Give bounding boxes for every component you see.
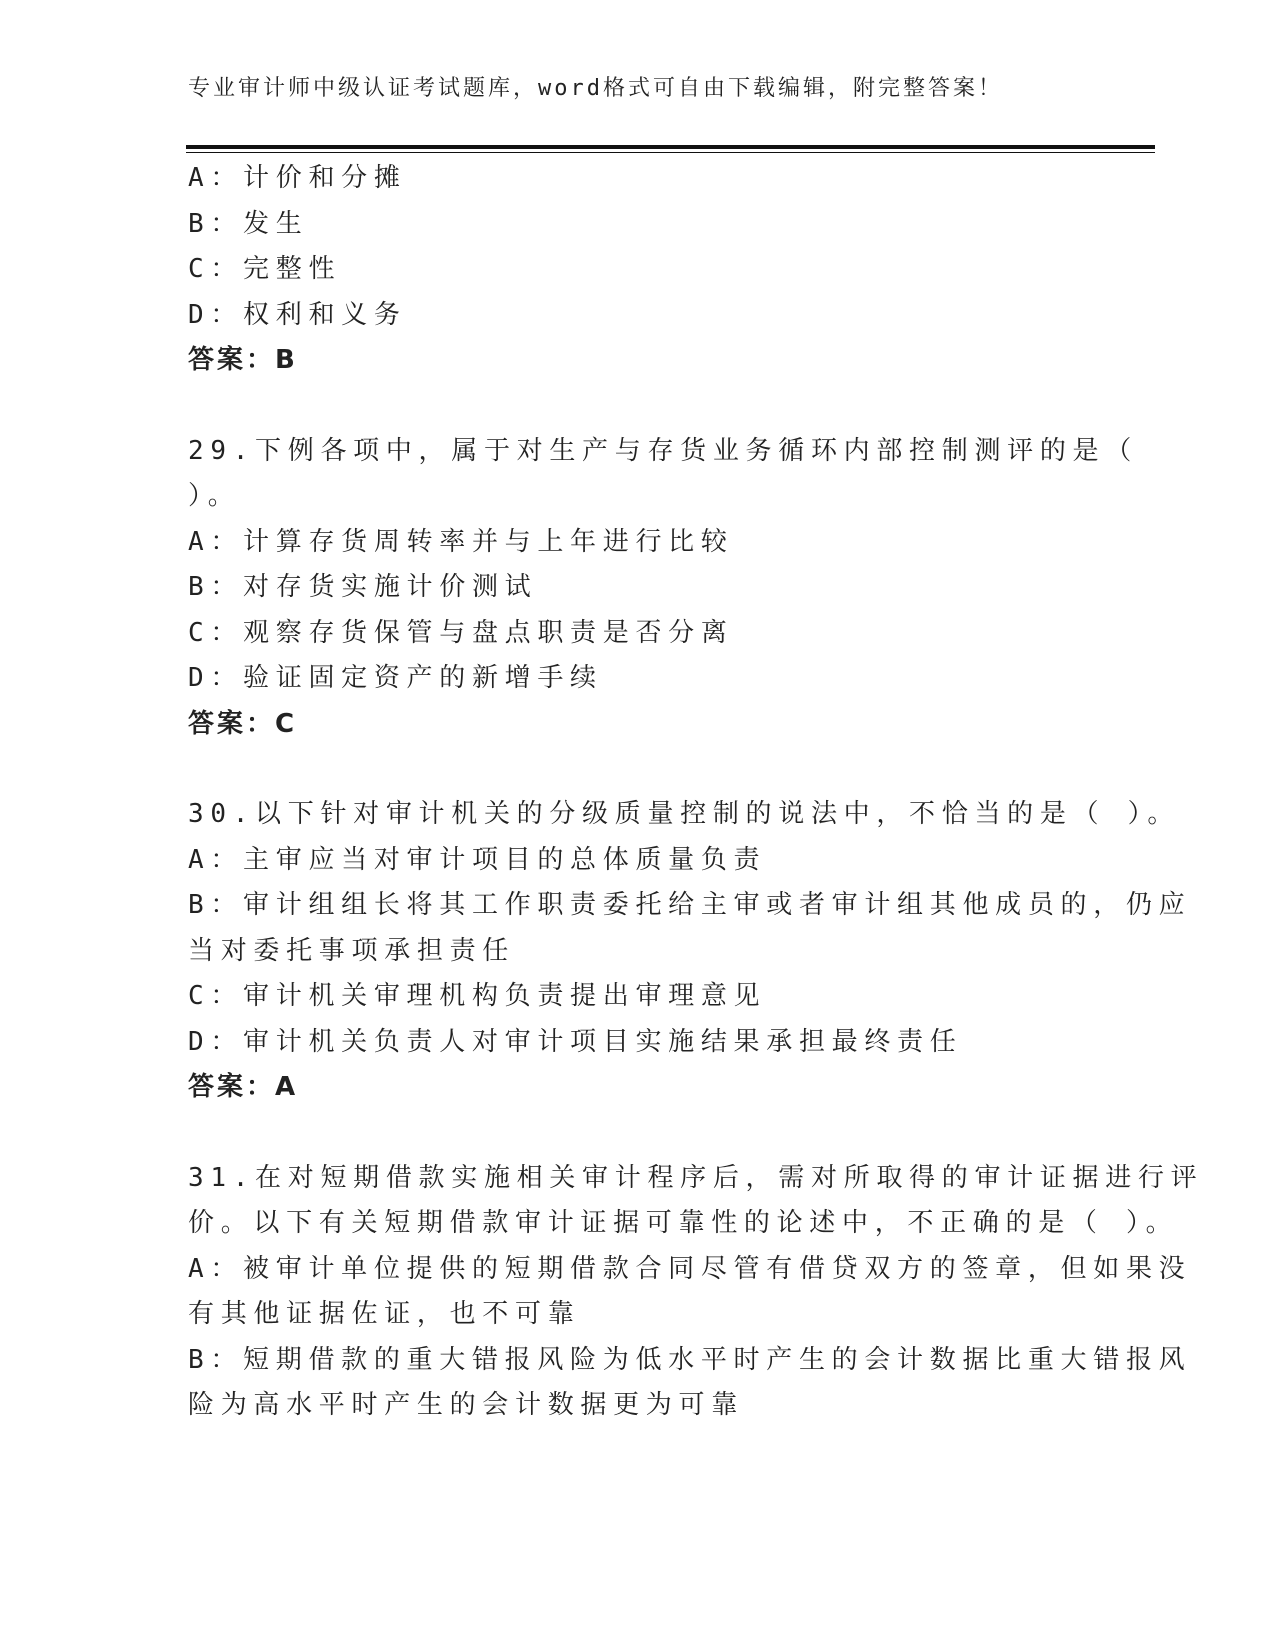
answer-line: 答案：A xyxy=(188,1072,299,1102)
prev-question-block xyxy=(188,156,1088,384)
question-stem: 31.在对短期借款实施相关审计程序后，需对所取得的审计证据进行评 xyxy=(188,1162,1204,1193)
option-d: D：审计机关负责人对审计项目实施结果承担最终责任 xyxy=(188,1026,963,1057)
question-stem: 30.以下针对审计机关的分级质量控制的说法中，不恰当的是（ ）。 xyxy=(188,799,1181,829)
page-header: 专业审计师中级认证考试题库，word格式可自由下载编辑，附完整答案！ xyxy=(188,76,1003,101)
option-a-continued: 有其他证据佐证，也不可靠 xyxy=(188,1299,581,1329)
question-31 xyxy=(188,1156,1204,1429)
option-a: A：计价和分摊 xyxy=(188,163,407,193)
option-b-continued: 险为高水平时产生的会计数据更为可靠 xyxy=(188,1390,744,1420)
option-d: D：权利和义务 xyxy=(188,299,407,330)
header-rule-thick xyxy=(186,145,1155,149)
option-c: C：观察存货保管与盘点职责是否分离 xyxy=(188,617,734,648)
option-b-continued: 当对委托事项承担责任 xyxy=(188,935,516,966)
question-29 xyxy=(188,429,1138,748)
question-30 xyxy=(188,792,1192,1111)
spacer xyxy=(188,384,1088,429)
spacer xyxy=(188,747,1088,792)
option-a: A：被审计单位提供的短期借款合同尽管有借贷双方的签章，但如果没 xyxy=(188,1253,1192,1284)
option-a: A：计算存货周转率并与上年进行比较 xyxy=(188,526,734,557)
option-b: B：审计组组长将其工作职责委托给主审或者审计组其他成员的，仍应 xyxy=(188,890,1192,920)
option-c: C：审计机关审理机构负责提出审理意见 xyxy=(188,981,767,1011)
answer-line: 答案：C xyxy=(188,708,298,739)
option-a: A：主审应当对审计项目的总体质量负责 xyxy=(188,844,767,875)
option-c: C：完整性 xyxy=(188,254,342,284)
header-rule-thin xyxy=(186,152,1155,153)
spacer xyxy=(188,1111,1088,1156)
question-stem: 29.下例各项中，属于对生产与存货业务循环内部控制测评的是（ xyxy=(188,435,1138,466)
answer-line: 答案：B xyxy=(188,345,298,375)
question-stem: 价。以下有关短期借款审计证据可靠性的论述中，不正确的是（ ）。 xyxy=(188,1208,1179,1238)
option-b: B：短期借款的重大错报风险为低水平时产生的会计数据比重大错报风 xyxy=(188,1344,1192,1375)
option-b: B：对存货实施计价测试 xyxy=(188,572,538,602)
question-stem: ）。 xyxy=(188,481,241,511)
option-b: B：发生 xyxy=(188,208,309,239)
document-body xyxy=(188,156,1204,1429)
option-d: D：验证固定资产的新增手续 xyxy=(188,663,603,693)
